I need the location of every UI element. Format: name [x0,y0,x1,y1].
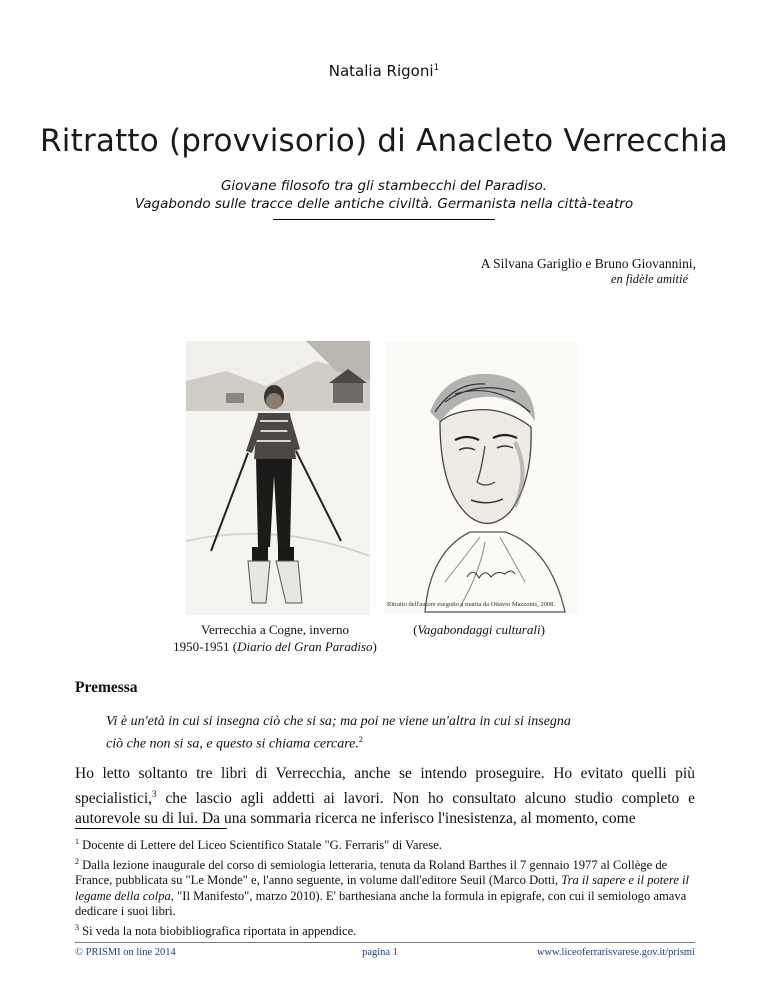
photo1-caption-line-1: Verrecchia a Cogne, inverno [201,622,349,637]
section-heading: Premessa [75,679,138,696]
quote-line-1: Vi è un'età in cui si insegna ciò che si sa; ma poi ne viene un'altra in cui si insegna [106,714,571,729]
subtitle-line-1: Giovane filosofo tra gli stambecchi del Paradiso. [220,178,548,194]
footnote-ref-1[interactable]: 1 [433,63,440,73]
page-title: Ritratto (provvisorio) di Anacleto Verrecchia [40,123,728,159]
footer-divider [75,942,695,943]
footnotes [75,834,695,940]
subtitle-line-2: Vagabondo sulle tracce delle antiche civiltà. Germanista nella città-teatro [134,196,634,212]
footnote-ref-3[interactable]: 3 [152,789,157,799]
portrait-inset-caption: Ritratto dell'autore eseguito a matita da Ottavio Mazzonis, 2008. [387,601,555,608]
footnote-ref-2[interactable]: 2 [358,735,363,744]
footnote-2: $^2$ Dalla lezione inaugurale del corso di semiologia letteraria, tenuta da Roland Barthes il 7 gennaio 1977 al Collège de France, pubblicata su "Le Monde" e, l'anno seguente, in volume dall'editore Seuil (Marco Dotti, Tra il sapere e il potere il legame della colpa, "Il Manifesto", marzo 2010). E' barthesiana anche la formula in epigrafe, con cui il semiologo amava dedicare i suoi libri. [75,856,690,919]
photo1-caption-line-2: 1950-1951 (Diario del Gran Paradiso) [173,639,377,654]
footnote-3: $^3$ Si veda la nota biobibliografica riportata in appendice. [75,922,357,939]
footnote-divider [75,828,227,829]
footer-copyright: © PRISMI on line 2014 [75,947,176,958]
photo-skier-cogne [186,341,370,615]
author-name: Natalia Rigoni$^1$ [328,62,440,80]
photo-pencil-portrait [385,342,578,614]
photo2-caption: (Vagabondaggi culturali) [413,622,545,637]
footer-website-link[interactable]: www.liceoferrarisvarese.gov.it/prismi [536,947,695,958]
body-paragraph: Ho letto soltanto tre libri di Verrecchia, anche se intendo proseguire. Ho evitato quelli più specialistici,$^3$ che lascio agli addetti ai lavori. Non ho consultato alcuno studio completo e autorevole su di lui. Da una sommaria ricerca ne inferisco l'inesistenza, al momento, come [75,765,695,828]
title-divider [273,219,495,220]
dedication-line-1: A Silvana Gariglio e Bruno Giovannini, [480,256,696,271]
footnote-1: $^1$ Docente di Lettere del Liceo Scientifico Statale "G. Ferraris" di Varese. [75,837,442,853]
epigraph-quote [106,713,706,754]
dedication-line-2: en fidèle amitié [610,272,688,286]
quote-line-2: ciò che non si sa, e questo si chiama cercare.$^2$ [106,735,363,752]
page-number: pagina 1 [362,947,398,958]
